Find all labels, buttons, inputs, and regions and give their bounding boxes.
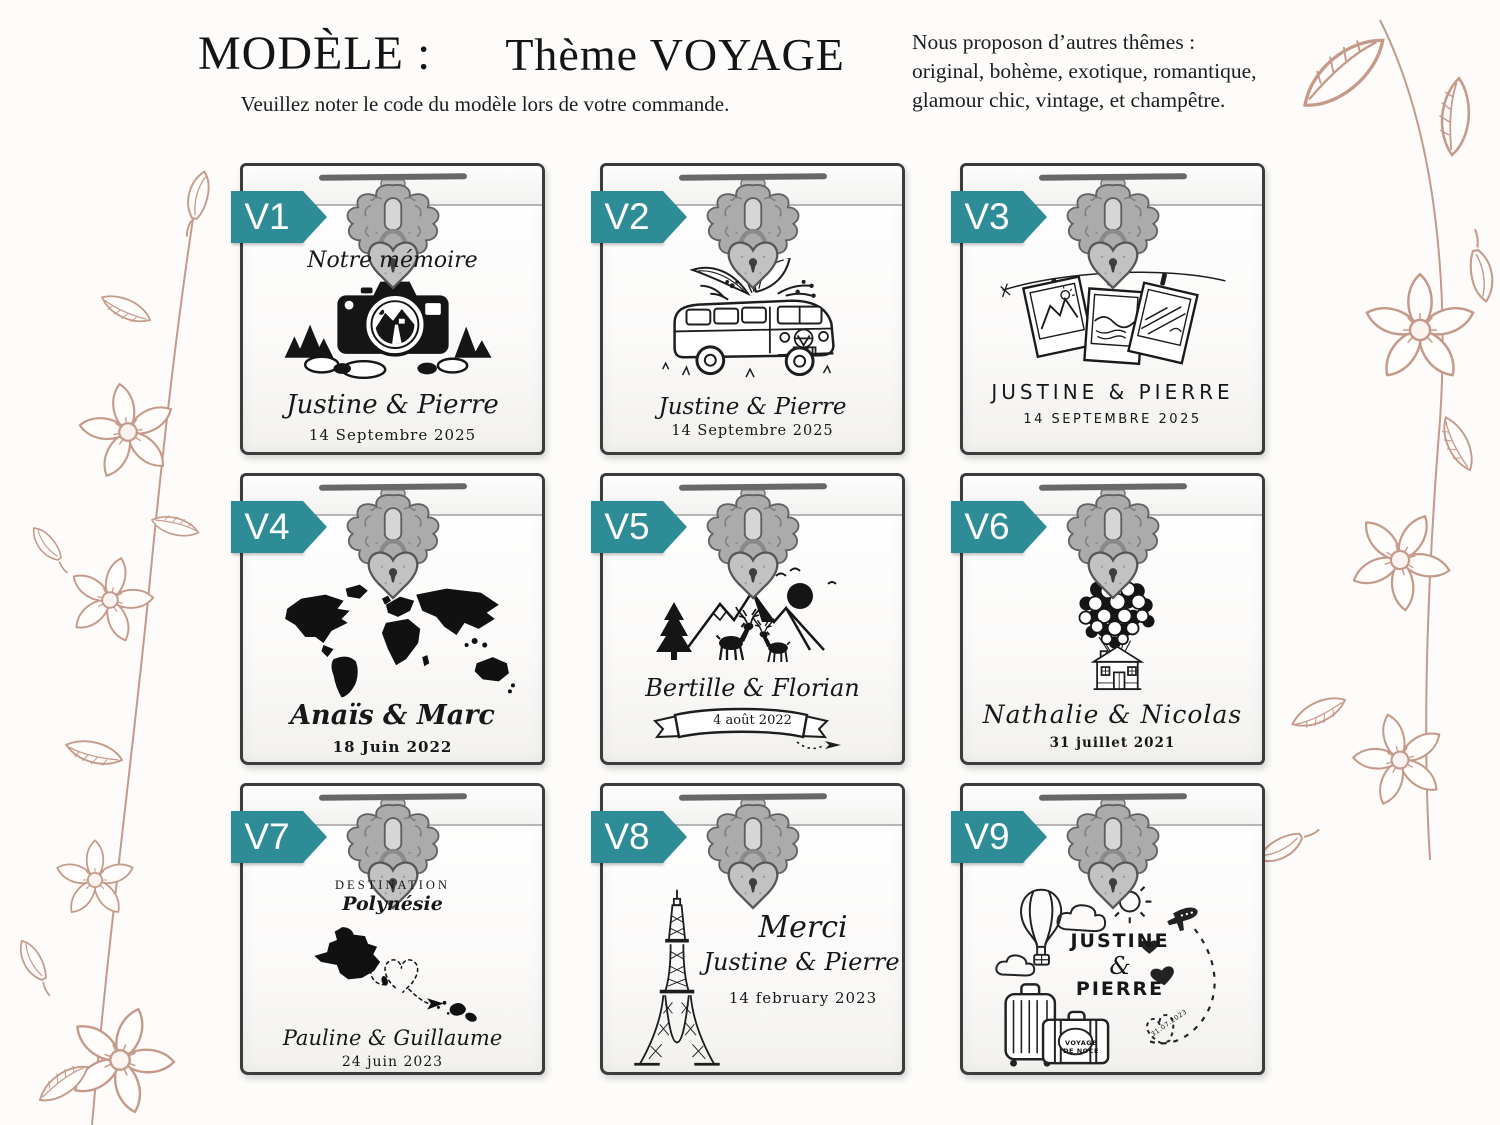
heart-padlock-icon [698,176,808,300]
wedding-date: 18 Juin 2022 [332,738,453,756]
model-code-badge-v1: V1 [231,191,303,243]
theme-title: Thème VOYAGE [505,29,845,80]
destination-label: DESTINATION [335,878,450,892]
page-title: MODÈLE : [198,27,432,80]
model-code-badge-v4: V4 [231,501,303,553]
couple-names: Justine & Pierre [658,394,847,420]
other-themes-note [912,28,1352,114]
model-cell-v2 [600,163,905,455]
heart-padlock-icon [1058,486,1168,610]
couple-name-top: JUSTINE [1070,930,1170,952]
model-code-badge-v7: V7 [231,811,303,863]
merci-text: Merci [758,910,848,945]
model-cell-v3 [960,163,1265,455]
destination-name: Polynésie [342,893,443,915]
couple-names: Justine & Pierre [703,948,900,976]
heart-padlock-icon [698,796,808,920]
suitcase-tag-text: VOYAGE DE NOCE [1063,1039,1099,1055]
model-code-badge-v8: V8 [591,811,663,863]
floral-branch-right [1255,20,1497,869]
wedding-date: 4 août 2022 [713,713,792,728]
heart-padlock-icon [1058,176,1168,300]
page-header [198,26,845,81]
wedding-date: 14 Septembre 2025 [671,423,834,439]
model-code-badge-v3: V3 [951,191,1023,243]
heart-padlock-icon [338,176,448,300]
wedding-date: 14 SEPTEMBRE 2025 [1023,412,1202,427]
wedding-date: 31 juillet 2021 [1049,735,1176,751]
note-line-1: Nous proposon d’autres thêmes : [912,30,1196,54]
couple-names: Anaïs & Marc [290,700,495,731]
model-cell-v4 [240,473,545,765]
france-polynesia-map-illustration [298,918,488,1024]
model-cell-v1 [240,163,545,455]
couple-names: Nathalie & Nicolas [982,700,1243,729]
model-cell-v9 [960,783,1265,1075]
couple-names: Justine & Pierre [286,390,499,420]
floral-branch-left [14,169,213,1125]
heart-padlock-icon [698,486,808,610]
note-line-3: glamour chic, vintage, et champêtre. [912,87,1226,112]
couple-name-bottom: PIERRE [1075,978,1165,1000]
heart-padlock-icon [1058,796,1168,920]
trail-date-text: 31.07.2023 [1149,1007,1189,1039]
model-cell-v5 [600,473,905,765]
box-tagline: Notre mémoire [307,248,478,273]
model-code-badge-v5: V5 [591,501,663,553]
couple-names: Bertille & Florian [645,674,860,702]
heart-padlock-icon [338,486,448,610]
couple-names: Pauline & Guillaume [282,1026,503,1050]
ampersand: & [1109,952,1131,980]
note-line-2: original, bohème, exotique, romantique, [912,58,1257,83]
model-cell-v6 [960,473,1265,765]
order-instruction: Veuillez noter le code du modèle lors de votre commande. [240,92,730,116]
model-code-badge-v2: V2 [591,191,663,243]
wedding-date: 24 juin 2023 [341,1054,444,1070]
wedding-date: 14 february 2023 [728,989,878,1007]
model-cell-v7 [240,783,545,1075]
model-cell-v8 [600,783,905,1075]
couple-names: JUSTINE & PIERRE [991,380,1234,404]
model-code-badge-v6: V6 [951,501,1023,553]
wedding-date: 14 Septembre 2025 [308,426,477,444]
model-code-badge-v9: V9 [951,811,1023,863]
models-grid [240,163,1265,1075]
